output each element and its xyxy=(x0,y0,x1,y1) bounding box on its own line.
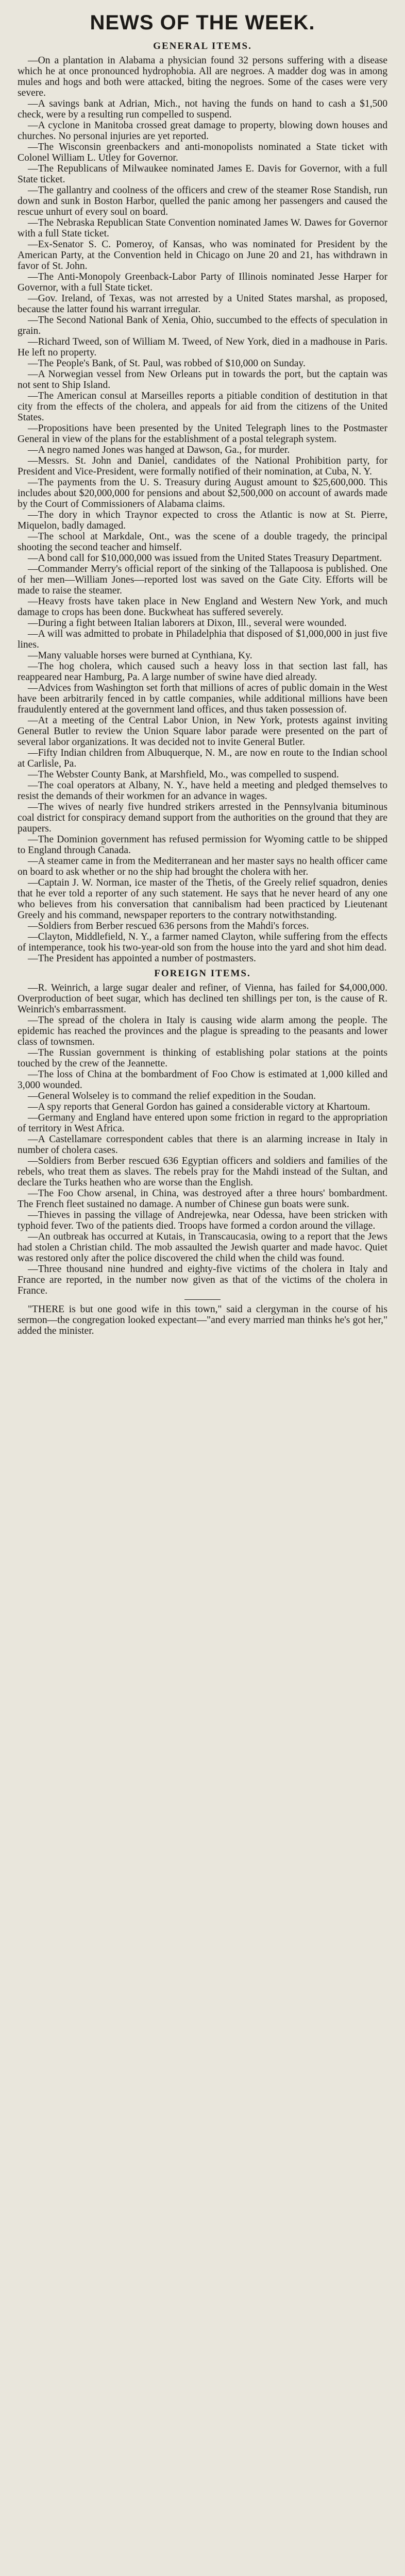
section-divider xyxy=(184,1299,221,1300)
news-item: —The payments from the U. S. Treasury during August amount to $25,600,000. This includes about $20,000,000 for pensions and about $2,500,000 on account of awards made by the Court of Commissioners of Alabama claims. xyxy=(18,477,387,510)
news-item: —The Republicans of Milwaukee nominated James E. Davis for Governor, with a full State ticket. xyxy=(18,163,387,185)
news-item: —The wives of nearly five hundred strikers arrested in the Pennsylvania bituminous coal district for conspiracy demand support from the authorities on the ground that they are paupers. xyxy=(18,802,387,834)
news-item: —Clayton, Middlefield, N. Y., a farmer named Clayton, while suffering from the effects of intemperance, took his two-year-old son from the house into the yard and shot him dead. xyxy=(18,931,387,953)
news-item: —A Norwegian vessel from New Orleans put in towards the port, but the captain was not sent to Ship Island. xyxy=(18,369,387,391)
news-item: —Richard Tweed, son of William M. Tweed, of New York, died in a madhouse in Paris. He left no property. xyxy=(18,336,387,358)
news-item: —Many valuable horses were burned at Cynthiana, Ky. xyxy=(28,650,252,661)
news-item: —During a fight between Italian laborers at Dixon, Ill., several were wounded. xyxy=(28,618,347,629)
news-item: —The President has appointed a number of postmasters. xyxy=(28,953,256,964)
news-item: —The People's Bank, of St. Paul, was robbed of $10,000 on Sunday. xyxy=(28,358,306,369)
news-item: —A cyclone in Manitoba crossed great damage to property, blowing down houses and churches. No personal injuries are yet reported. xyxy=(18,120,387,142)
anecdote-paragraph: "THERE is but one good wife in this town," said a clergyman in the course of his sermon—the congregation looked expectant—"and every married man thinks he's got her," added the minister. xyxy=(18,1304,387,1336)
news-item: —The gallantry and coolness of the officers and crew of the steamer Rose Standish, run down and sunk in Boston Harbor, quelled the panic among her passengers and caused the rescue unhurt of every soul on board. xyxy=(18,185,387,217)
news-item: —Messrs. St. John and Daniel, candidates of the National Prohibition party, for President and Vice-President, were formally notified of their nomination, at Cuba, N. Y. xyxy=(18,455,387,477)
news-item: —The school at Markdale, Ont., was the scene of a double tragedy, the principal shooting the second teacher and himself. xyxy=(18,531,387,553)
news-item: —Captain J. W. Norman, ice master of the Thetis, of the Greely relief squadron, denies that he ever told a reporter of any such statement. He says that he never heard of any one who believes from his conversation that cannibalism had been practiced by Lieutenant Greely and his command, newspaper reporters to the contrary notwithstanding. xyxy=(18,877,387,921)
news-item: —A will was admitted to probate in Philadelphia that disposed of $1,000,000 in just five lines. xyxy=(18,629,387,650)
news-item: —Heavy frosts have taken place in New England and Western New York, and much damage to crops has been done. Buckwheat has suffered severely. xyxy=(18,596,387,618)
news-item: —General Wolseley is to command the relief expedition in the Soudan. xyxy=(28,1091,316,1101)
news-item: —The Webster County Bank, at Marshfield, Mo., was compelled to suspend. xyxy=(28,769,339,780)
foreign-items-list xyxy=(18,982,387,1296)
general-items-list xyxy=(18,55,387,964)
news-item: —Gov. Ireland, of Texas, was not arrested by a United States marshal, as proposed, because the latter found his warrant irregular. xyxy=(18,293,387,315)
news-item: —Soldiers from Berber rescued 636 Egyptian officers and soldiers and families of the rebels, who treat them as slaves. The rebels pray for the Mahdi instead of the Sultan, and declare the Turks heathen who are worse than the English. xyxy=(18,1156,387,1188)
news-item: —The hog cholera, which caused such a heavy loss in that section last fall, has reappeared near Hamburg, Pa. A large number of swine have died already. xyxy=(18,661,387,683)
news-item: —The Second National Bank of Xenia, Ohio, succumbed to the effects of speculation in grain. xyxy=(18,315,387,336)
news-item: —Advices from Washington set forth that millions of acres of public domain in the West have been arbitrarily fenced in by cattle companies, while additional millions have been fraudulently entered at the government land offices, and thus taken possession of. xyxy=(18,683,387,715)
page-title: NEWS OF THE WEEK. xyxy=(90,11,315,34)
foreign-items-heading: FOREIGN ITEMS. xyxy=(154,968,251,979)
news-item: —The Foo Chow arsenal, in China, was destroyed after a three hours' bombardment. The French fleet sustained no damage. A number of Chinese gun boats were sunk. xyxy=(18,1188,387,1210)
news-item: —R. Weinrich, a large sugar dealer and refiner, of Vienna, has failed for $4,000,000. Overproduction of beet sugar, which has declined ten shillings per ton, is the cause of R. Weinrich's embarrassment. xyxy=(18,982,387,1015)
news-item: —Germany and England have entered upon some friction in regard to the appropriation of territory in West Africa. xyxy=(18,1112,387,1134)
news-item: —A Castellamare correspondent cables that there is an alarming increase in Italy in number of cholera cases. xyxy=(18,1134,387,1156)
news-item: —A savings bank at Adrian, Mich., not having the funds on hand to cash a $1,500 check, were by a resulting run compelled to suspend. xyxy=(18,98,387,120)
news-item: —Ex-Senator S. C. Pomeroy, of Kansas, who was nominated for President by the American Party, at the Convention held in Chicago on June 20 and 21, has withdrawn in favor of St. John. xyxy=(18,239,387,272)
news-item: —Three thousand nine hundred and eighty-five victims of the cholera in Italy and France are reported, in the number now given as that of the victims of the cholera in France. xyxy=(18,1264,387,1296)
news-item: —A spy reports that General Gordon has gained a considerable victory at Khartoum. xyxy=(28,1101,370,1112)
news-item: —A negro named Jones was hanged at Dawson, Ga., for murder. xyxy=(28,445,290,455)
news-item: —The Wisconsin greenbackers and anti-monopolists nominated a State ticket with Colonel William L. Utley for Governor. xyxy=(18,142,387,163)
news-item: —Commander Merry's official report of the sinking of the Tallapoosa is published. One of her men—William Jones—reported lost was saved on the Gate City. Efforts will be made to raise the steamer. xyxy=(18,564,387,596)
news-item: —The loss of China at the bombardment of Foo Chow is estimated at 1,000 killed and 3,000 wounded. xyxy=(18,1069,387,1091)
news-item: —The Anti-Monopoly Greenback-Labor Party of Illinois nominated Jesse Harper for Governor, with a full State ticket. xyxy=(18,272,387,293)
news-item: —Propositions have been presented by the United Telegraph lines to the Postmaster General in view of the plans for the establishment of a postal telegraph system. xyxy=(18,423,387,445)
news-item: —Soldiers from Berber rescued 636 persons from the Mahdi's forces. xyxy=(28,921,309,931)
general-items-heading: GENERAL ITEMS. xyxy=(153,41,252,52)
news-item: —On a plantation in Alabama a physician found 32 persons suffering with a disease which he at once pronounced hydrophobia. All are negroes. A madder dog was in among mules and hogs and both were attacked, biting the negroes. Some of the cases were very severe. xyxy=(18,55,387,98)
closing-anecdote xyxy=(18,1304,387,1336)
news-item: —Thieves in passing the village of Andrejewka, near Odessa, have been stricken with typhoid fever. Two of the patients died. Troops have formed a cordon around the village. xyxy=(18,1210,387,1231)
news-item: —A steamer came in from the Mediterranean and her master says no health officer came on board to ask whether or no the ship had brought the cholera with her. xyxy=(18,856,387,877)
news-item: —The dory in which Traynor expected to cross the Atlantic is now at St. Pierre, Miquelon, badly damaged. xyxy=(18,510,387,531)
news-item: —Fifty Indian children from Albuquerque, N. M., are now en route to the Indian school at Carlisle, Pa. xyxy=(18,748,387,769)
news-item: —The Dominion government has refused permission for Wyoming cattle to be shipped to England through Canada. xyxy=(18,834,387,856)
news-item: —The American consul at Marseilles reports a pitiable condition of destitution in that city from the effects of the cholera, and appeals for aid from the citizens of the United States. xyxy=(18,391,387,423)
news-item: —A bond call for $10,000,000 was issued from the United States Treasury Department. xyxy=(28,553,382,564)
news-item: —The coal operators at Albany, N. Y., have held a meeting and pledged themselves to resist the demands of their workmen for an advance in wages. xyxy=(18,780,387,802)
news-item: —An outbreak has occurred at Kutais, in Transcaucasia, owing to a report that the Jews had stolen a Christian child. The mob assaulted the Jewish quarter and made havoc. Quiet was restored only after the police discovered the child when the child was found. xyxy=(18,1231,387,1264)
news-item: —The spread of the cholera in Italy is causing wide alarm among the people. The epidemic has reached the provinces and the plague is spreading to the peasants and lower class of townsmen. xyxy=(18,1015,387,1047)
news-item: —The Nebraska Republican State Convention nominated James W. Dawes for Governor with a full State ticket. xyxy=(18,217,387,239)
news-item: —At a meeting of the Central Labor Union, in New York, protests against inviting General Butler to review the Union Square labor parade were presented on the part of several labor organizations. It was decided not to invite General Butler. xyxy=(18,715,387,748)
news-item: —The Russian government is thinking of establishing polar stations at the points touched by the crew of the Jeannette. xyxy=(18,1047,387,1069)
